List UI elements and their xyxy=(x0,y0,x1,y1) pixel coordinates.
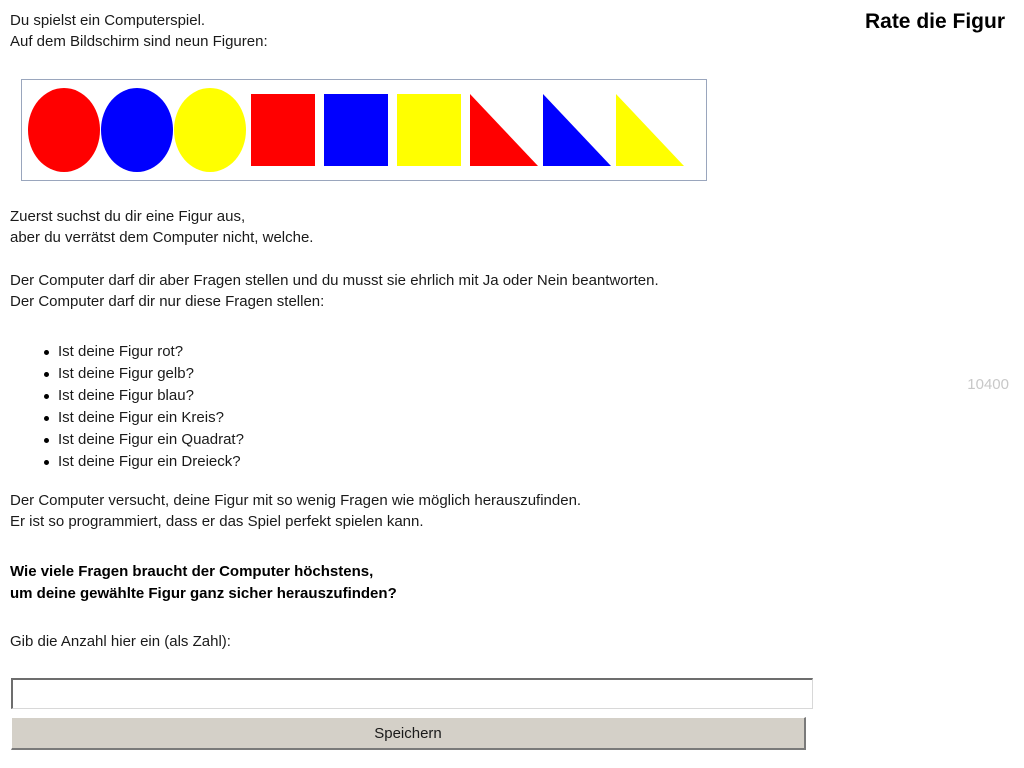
figures-panel xyxy=(21,79,707,181)
main-question-line-2: um deine gewählte Figur ganz sicher herauszufinden? xyxy=(10,585,397,602)
paragraph-3-line-1: Der Computer versucht, deine Figur mit so wenig Fragen wie möglich herauszufinden. xyxy=(10,492,582,509)
page-title: Rate die Figur xyxy=(864,10,1005,33)
paragraph-1-line-2: aber du verrätst dem Computer nicht, welche. xyxy=(10,229,314,246)
paragraph-1-line-1: Zuerst suchst du dir eine Figur aus, xyxy=(10,208,246,225)
intro-line-2: Auf dem Bildschirm sind neun Figuren: xyxy=(10,33,268,50)
square-figure xyxy=(324,94,388,166)
save-button[interactable]: Speichern xyxy=(11,717,806,750)
triangle-figure xyxy=(470,94,538,166)
intro-text xyxy=(10,10,268,52)
circle-figure xyxy=(28,88,100,172)
instructions-paragraph-3 xyxy=(10,490,581,532)
triangle-figure xyxy=(616,94,684,166)
list-item: Ist deine Figur ein Dreieck? xyxy=(58,451,244,473)
list-item: Ist deine Figur gelb? xyxy=(58,363,244,385)
answer-input[interactable] xyxy=(11,678,813,709)
intro-line-1: Du spielst ein Computerspiel. xyxy=(10,12,206,29)
list-item: Ist deine Figur ein Kreis? xyxy=(58,407,244,429)
main-question xyxy=(10,561,397,605)
paragraph-2-line-2: Der Computer darf dir nur diese Fragen stellen: xyxy=(10,293,325,310)
main-question-line-1: Wie viele Fragen braucht der Computer höchstens, xyxy=(10,563,374,580)
instructions-paragraph-2 xyxy=(10,270,659,312)
list-item: Ist deine Figur ein Quadrat? xyxy=(58,429,244,451)
instructions-paragraph-1 xyxy=(10,206,313,248)
paragraph-2-line-1: Der Computer darf dir aber Fragen stellen und du musst sie ehrlich mit Ja oder Nein beantworten. xyxy=(10,272,659,289)
allowed-questions-list xyxy=(58,341,244,473)
figures-canvas xyxy=(22,80,708,182)
answer-prompt: Gib die Anzahl hier ein (als Zahl): xyxy=(10,633,231,650)
triangle-figure xyxy=(543,94,611,166)
circle-figure xyxy=(174,88,246,172)
square-figure xyxy=(251,94,315,166)
circle-figure xyxy=(101,88,173,172)
square-figure xyxy=(397,94,461,166)
task-id: 10400 xyxy=(967,376,1009,393)
list-item: Ist deine Figur blau? xyxy=(58,385,244,407)
list-item: Ist deine Figur rot? xyxy=(58,341,244,363)
paragraph-3-line-2: Er ist so programmiert, dass er das Spiel perfekt spielen kann. xyxy=(10,513,424,530)
